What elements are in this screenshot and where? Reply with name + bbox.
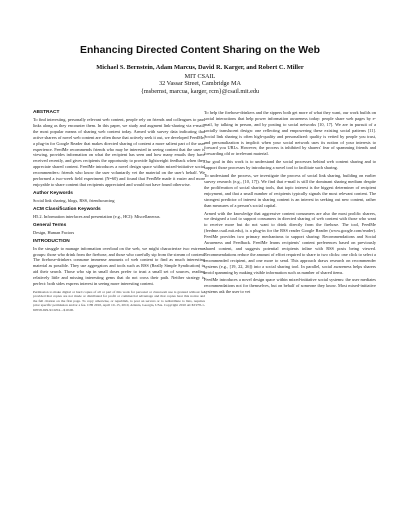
introduction-text: In the struggle to manage information overload on the web, we might characterize two extreme groups: those who drink from the firehose, and those who carefully sip from the stream of content. The firehose-drinkers consume immense amounts of web content to find as much interesting material as possible. They use aggregators and tools such as RSS (Really Simple Syndication) to aid their search. Those who sip in small doses prefer to trust a small set of sources, reading relatively little and missing interesting gems that do not cross their path. Neither strategy is perfect: both sides express interest in seeing more interesting content.	[33, 245, 205, 287]
right-column	[204, 110, 376, 297]
abstract-heading: ABSTRACT	[33, 110, 60, 115]
general-terms-heading: General Terms	[33, 222, 67, 228]
acm-text: H5.2. Information interfaces and presentation (e.g., HCI): Miscellaneous.	[33, 213, 161, 219]
permission-note: Permission to make digital or hard copies of all or part of this work for personal or classroom use is granted without fee provided that copies are not made or distributed for profit or commercial advantage and that copies bear this notice and the full citation on the first page. To copy otherwise, or republish, to post on servers or to redistribute to lists, requires prior specific permission and/or a fee. CHI 2010, April 10–15, 2010, Atlanta, Georgia, USA. Copyright 2010 ACM 978-1-60558-929-9/10/04....$10.00.	[33, 289, 205, 312]
body-paragraph-3: To understand the process, we investigate the process of social link sharing, building on earlier survey research (e.g., [10, 17]). We find that e-mail is still the dominant sharing medium despite the proliferation of social sharing tools, that topic interest is the biggest determiner of recipient enjoyment, and that a small number of recipients typically signals the most relevant content. The strongest predictor of interest in sharing content is an interest in seeking out new content, rather than measures of a person's social capital.	[204, 173, 376, 208]
abstract-text: To find interesting, personally relevant web content, people rely on friends and colleagues to pass links along as they encounter them. In this paper, we study and augment link-sharing via e-mail, the most popular means of sharing web content today. Armed with survey data indicating that active sharers of novel web content are often those that actively seek it out, we developed FeedMe, a plug-in for Google Reader that makes directed sharing of content a more salient part of the user experience. FeedMe recommends friends who may be interested in seeing content that the user is viewing, provides information on what the recipient has seen and how many emails they have received recently, and gives recipients the opportunity to provide lightweight feedback when they appreciate shared content. FeedMe introduces a novel design space within mixed-initiative social recommenders: friends who know the user voluntarily vet the material on the user's behalf. We performed a two-week field experiment (N=60) and found that FeedMe made it easier and more enjoyable to share content that recipients appreciated and would not have found otherwise.	[33, 117, 205, 187]
body-paragraph-5: FeedMe introduces a novel design space within mixed-initiative social systems: the user mediates recommendations not for themselves, but on behalf of someone they know. Most mixed-initiative systems ask the user to vet	[204, 277, 376, 295]
keywords-text: Social link sharing, blogs, RSS, friendsourcing	[33, 197, 115, 203]
affiliation-lab: MIT CSAIL	[184, 73, 216, 80]
acm-heading: ACM Classification Keywords	[33, 206, 101, 212]
introduction-heading: INTRODUCTION	[33, 238, 70, 244]
paper-title: Enhancing Directed Content Sharing on the Web	[80, 45, 320, 56]
body-paragraph-4: Armed with the knowledge that aggressive content consumers are also the most prolific sharers, we designed a tool to support consumers in directed sharing of web content with those who want to receive more but do not want to drink directly from the firehose. The tool, FeedMe (feedme.csail.mit.edu), is a plug-in for the RSS reader Google Reader (www.google.com/reader). FeedMe provides two primary mechanisms to support sharing: Recommendations and Social Awareness and Feedback. FeedMe learns recipients' content preferences based on previously shared content, and suggests potential recipients inline with RSS posts being viewed. Recommendations reduce the amount of effort required to share to two clicks: one click to select a recommended recipient, and one more to send. This approach draws research on recommender systems (e.g., [19, 22, 26]) into a social sharing tool. In parallel, social awareness helps sharers avoid spamming by making visible information such as number of shared items.	[204, 210, 376, 275]
affiliation-emails: {msbernst, marcua, karger, rcm}@csail.mit.edu	[140, 87, 260, 95]
body-paragraph-2: Our goal in this work is to understand the social processes behind web content sharing and to support those processes by introducing a novel tool to facilitate such sharing.	[204, 159, 376, 171]
left-column	[33, 110, 205, 312]
affiliation-block	[0, 73, 400, 95]
body-paragraph-1: To help the firehose-drinkers and the sippers both get more of what they want, our work builds on social interactions that help power information awareness today: people share web pages by e-mail, by talking in person, and by posting to social networks [10, 17]. We are in pursuit of a socially translucent design: one reflecting and empowering these existing social patterns [11]. Social link sharing is often high-quality and personalized: quality is vetted by people you trust, and personalization is implicit when your social network uses its notion of your interests to forward you URLs. However, the process is inhibited by sharers' fear of spamming friends and forwarding old or irrelevant material.	[204, 110, 376, 157]
keywords-heading: Author Keywords	[33, 190, 73, 196]
affiliation-address: 32 Vassar Street, Cambridge MA	[159, 80, 241, 88]
paper-authors: Michael S. Bernstein, Adam Marcus, David R. Karger, and Robert C. Miller	[96, 64, 304, 71]
general-terms-text: Design, Human Factors	[33, 229, 75, 235]
